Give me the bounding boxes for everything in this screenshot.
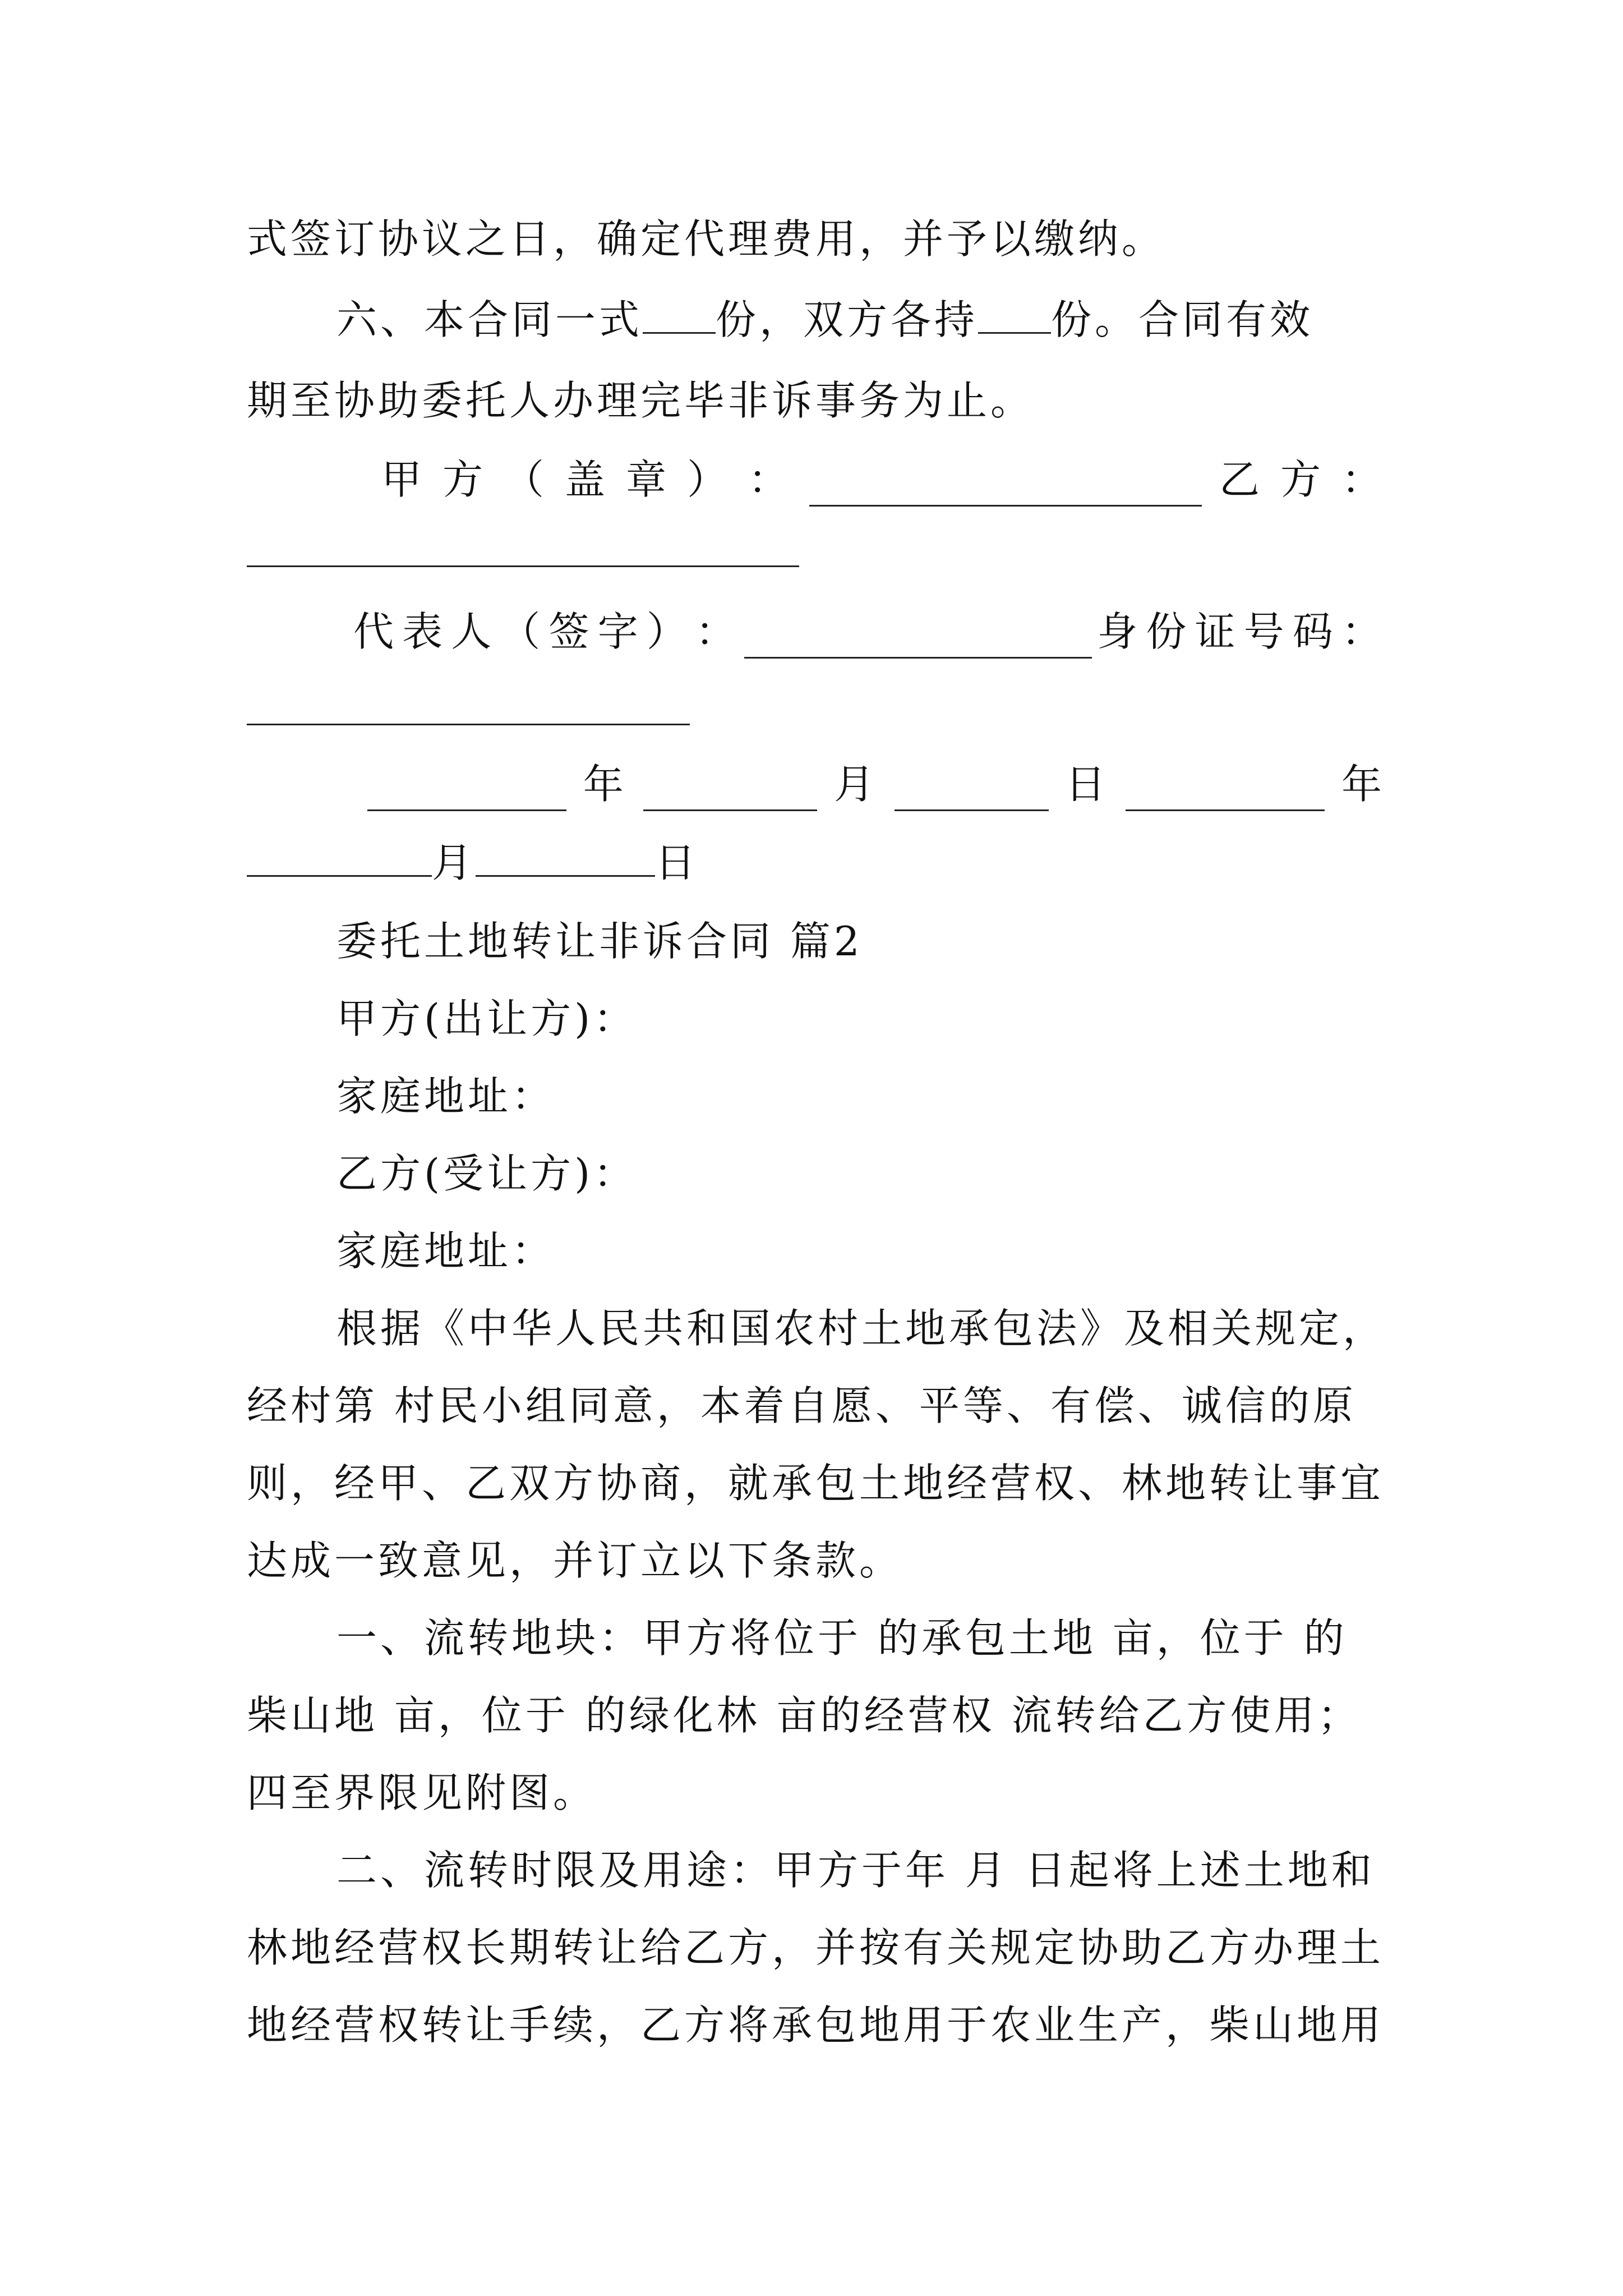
paragraph-line: 四至界限见附图。 — [247, 1769, 597, 1816]
signature-party-line — [381, 453, 1385, 507]
date-month-label: 月 — [432, 839, 476, 886]
party-a-seal-blank[interactable] — [809, 470, 1202, 507]
representative-signature-blank[interactable] — [744, 622, 1092, 659]
paragraph-line: 一、流转地块：甲方将位于 的承包土地 亩，位于 的 — [336, 1614, 1348, 1662]
representative-char: 签 — [548, 608, 593, 655]
party-a-char: （ — [504, 456, 548, 503]
representative-char: （ — [500, 608, 544, 655]
date-year-blank[interactable] — [367, 775, 566, 811]
date-month-label: 月 — [834, 761, 878, 808]
signature-representative-line — [353, 605, 1385, 659]
party-b-char: 方 — [1280, 456, 1324, 503]
representative-char: 表 — [402, 608, 446, 655]
id-number-char: 份 — [1146, 608, 1190, 655]
party-b-label: 乙方(受让方)： — [336, 1150, 638, 1197]
representative-char: 代 — [353, 608, 398, 655]
paragraph-line: 达成一致意见，并订立以下条款。 — [247, 1537, 903, 1584]
id-number-char: 号 — [1243, 608, 1288, 655]
paragraph-line: 地经营权转让手续，乙方将承包地用于农业生产，柴山地用 — [247, 2001, 1385, 2049]
copies-clause-text: 份。合同有效 — [1051, 296, 1314, 343]
party-b-char: 乙 — [1219, 456, 1263, 503]
party-a-char: ） — [687, 456, 731, 503]
id-number-char: 身 — [1097, 608, 1141, 655]
paragraph-line: 经村第 村民小组同意，本着自愿、平等、有偿、诚信的原 — [247, 1382, 1357, 1429]
date-day-blank[interactable] — [895, 775, 1049, 811]
date-day-label: 日 — [655, 839, 699, 886]
paragraph-line: 根据《中华人民共和国农村土地承包法》及相关规定， — [336, 1305, 1387, 1352]
party-a-label: 甲方(出让方)： — [336, 995, 638, 1042]
paragraph-line: 柴山地 亩，位于 的绿化林 亩的经营权 流转给乙方使用； — [247, 1692, 1362, 1739]
party-a-char: 盖 — [565, 456, 609, 503]
party-b-address-label: 家庭地址： — [336, 1227, 556, 1274]
party-b-char: ： — [1341, 456, 1385, 503]
id-number-char: 码 — [1292, 608, 1336, 655]
representative-char: 字 — [597, 608, 642, 655]
party-a-char: ： — [748, 456, 792, 503]
date-year-label: 年 — [583, 761, 627, 808]
party-a-char: 甲 — [381, 456, 426, 503]
paragraph-line: 林地经营权长期转让给乙方，并按有关规定协助乙方办理土 — [247, 1924, 1385, 1971]
copies-each-blank[interactable] — [978, 297, 1051, 334]
copies-clause-text: 份，双方各持 — [716, 296, 979, 343]
copies-total-blank[interactable] — [643, 297, 716, 334]
date-year-label: 年 — [1341, 761, 1385, 808]
id-number-char: 证 — [1195, 608, 1239, 655]
representative-char: 人 — [451, 608, 495, 655]
id-number-char: ： — [1341, 608, 1385, 655]
copies-clause-line — [336, 293, 1385, 347]
party-a-char: 方 — [442, 456, 487, 503]
signature-date-line-2 — [247, 836, 1385, 890]
party-a-address-label: 家庭地址： — [336, 1073, 556, 1120]
representative-char: ） — [646, 608, 690, 655]
date-month-blank[interactable] — [247, 840, 432, 877]
id-number-blank[interactable] — [247, 724, 690, 725]
paragraph-line: 二、流转时限及用途：甲方于年 月 日起将上述土地和 — [336, 1847, 1375, 1894]
paragraph-line: 期至协助委托人办理完毕非诉事务为止。 — [247, 377, 1035, 424]
paragraph-line: 式签订协议之日，确定代理费用，并予以缴纳。 — [247, 215, 1166, 263]
representative-char: ： — [695, 608, 739, 655]
date-year-blank[interactable] — [1126, 775, 1325, 811]
signature-date-line — [367, 757, 1385, 811]
date-month-blank[interactable] — [643, 775, 817, 811]
date-day-blank[interactable] — [476, 840, 655, 877]
party-a-char: 章 — [626, 456, 670, 503]
paragraph-line: 则，经甲、乙双方协商，就承包土地经营权、林地转让事宜 — [247, 1460, 1385, 1507]
copies-clause-text: 六、本合同一式 — [336, 296, 643, 343]
date-day-label: 日 — [1065, 761, 1109, 808]
section-heading: 委托土地转让非诉合同 篇2 — [336, 918, 863, 965]
party-b-seal-blank[interactable] — [247, 565, 799, 567]
